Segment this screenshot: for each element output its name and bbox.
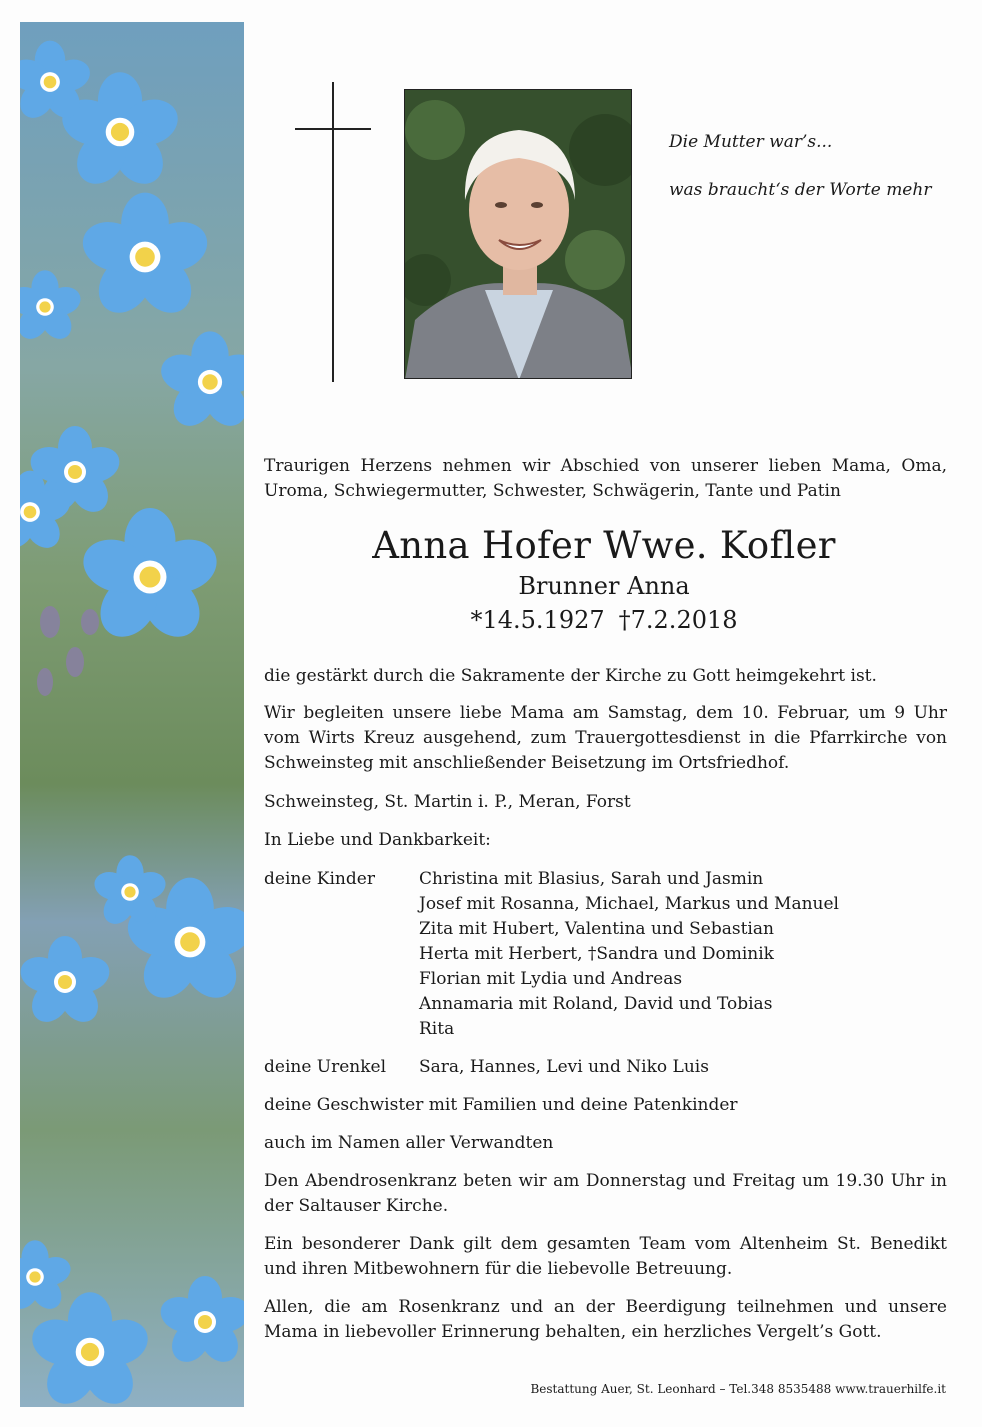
motto-line-1: Die Mutter war’s... [669, 132, 833, 152]
forget-me-not-image [20, 22, 244, 1407]
deceased-block [264, 524, 944, 636]
funeral-text: Wir begleiten unsere liebe Mama am Samstag, dem 10. Februar, um 9 Uhr vom Wirts Kreuz ausgehend, zum Trauergottesdienst in die Pfarrkirche von Schweinsteg mit anschließender Beisetzung im Ortsfriedhof. [264, 703, 947, 773]
motto-line-2: was braucht‘s der Worte mehr [669, 180, 932, 200]
death-date: †7.2.2018 [618, 606, 738, 634]
birth-name: Brunner Anna [518, 572, 690, 600]
closing-text: Allen, die am Rosenkranz und an der Beerdigung teilnehmen und unsere Mama in liebevoller Erinnerung behalten, ein herzliches Vergelt’s Gott. [264, 1297, 947, 1342]
cross-icon-bar [295, 128, 371, 130]
rosary-text: Den Abendrosenkranz beten wir am Donnerstag und Freitag um 19.30 Uhr in der Saltauser Kirche. [264, 1171, 947, 1216]
children-row [264, 867, 947, 1042]
love-text: In Liebe und Dankbarkeit: [264, 830, 491, 850]
sacrament-text: die gestärkt durch die Sakramente der Kirche zu Gott heimgekehrt ist. [264, 666, 877, 686]
great-grandchildren-label: deine Urenkel [264, 1057, 387, 1077]
children-label: deine Kinder [264, 869, 375, 889]
child-line: Florian mit Lydia und Andreas [419, 969, 683, 989]
child-line: Zita mit Hubert, Valentina und Sebastian [419, 919, 774, 939]
child-line: Herta mit Herbert, †Sandra und Dominik [419, 944, 774, 964]
relatives-text: auch im Namen aller Verwandten [264, 1133, 554, 1153]
child-line: Christina mit Blasius, Sarah und Jasmin [419, 869, 764, 889]
great-grandchildren-row [264, 1055, 947, 1080]
life-dates [264, 604, 944, 636]
portrait-photo [404, 89, 632, 379]
motto [669, 118, 931, 214]
portrait-illustration [405, 90, 632, 379]
thanks-text: Ein besonderer Dank gilt dem gesamten Team vom Altenheim St. Benedikt und ihren Mitbewohnern für die liebevolle Betreuung. [264, 1234, 947, 1279]
intro-paragraph: Traurigen Herzens nehmen wir Abschied von unserer lieben Mama, Oma, Uroma, Schwiegermutter, Schwester, Schwägerin, Tante und Patin [264, 456, 947, 501]
child-line: Josef mit Rosanna, Michael, Markus und Manuel [419, 894, 839, 914]
great-grandchildren-list: Sara, Hannes, Levi und Niko Luis [419, 1057, 709, 1077]
funeral-home-footer: Bestattung Auer, St. Leonhard – Tel.348 8535488 www.trauerhilfe.it [530, 1382, 946, 1396]
body-text [264, 664, 947, 1345]
cross-icon [332, 82, 334, 382]
child-line: Annamaria mit Roland, David und Tobias [419, 994, 773, 1014]
places-text: Schweinsteg, St. Martin i. P., Meran, Forst [264, 792, 631, 812]
child-line: Rita [419, 1019, 455, 1039]
birth-date: *14.5.1927 [470, 606, 605, 634]
intro-text [264, 454, 947, 504]
flower-illustration [20, 22, 244, 1407]
deceased-name: Anna Hofer Wwe. Kofler [372, 524, 836, 567]
siblings-text: deine Geschwister mit Familien und deine Patenkinder [264, 1095, 738, 1115]
children-list [419, 867, 839, 1042]
